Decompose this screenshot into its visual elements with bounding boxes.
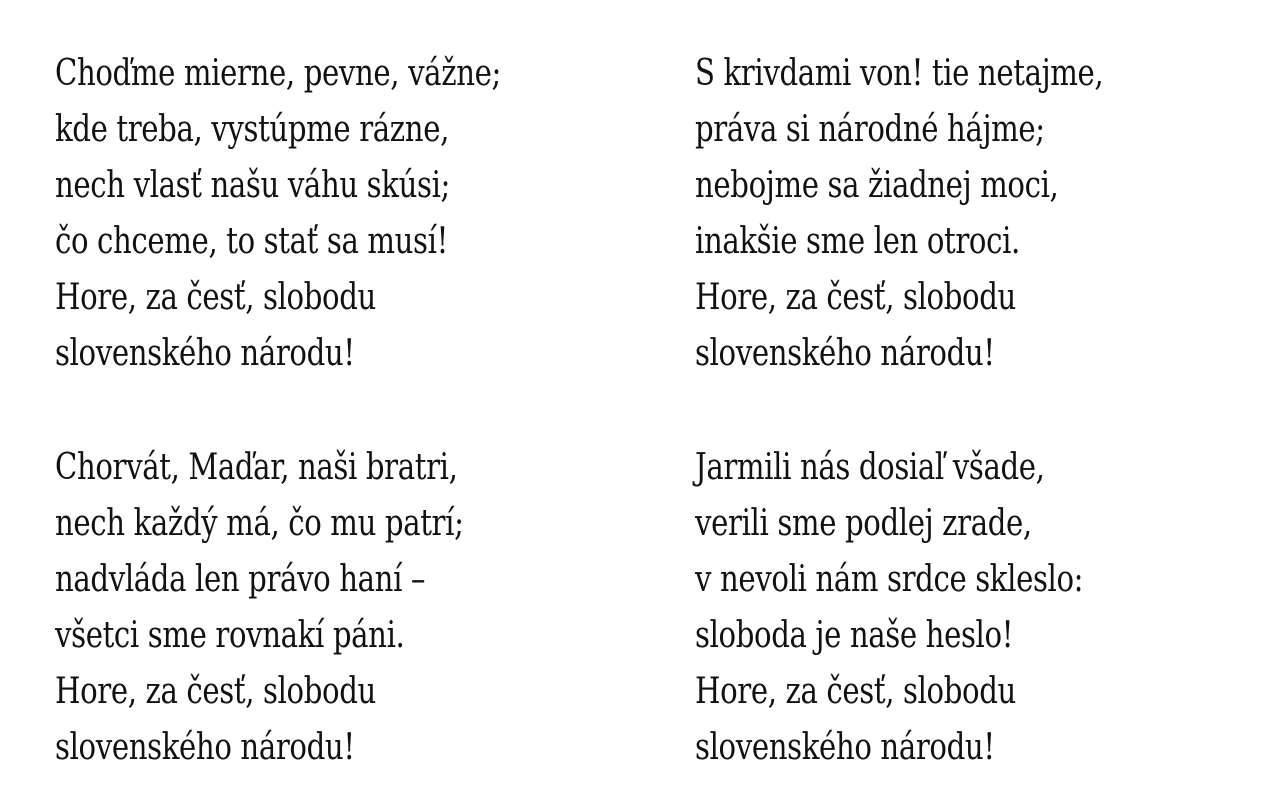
stanza-line: nech každý má, čo mu patrí; <box>55 503 464 544</box>
stanza-3 <box>55 440 695 776</box>
stanza-line: sloboda je naše heslo! <box>695 615 1014 656</box>
stanza-4 <box>695 440 1215 776</box>
stanza-line: verili sme podlej zrade, <box>695 503 1032 544</box>
refrain-line: Hore, za česť, slobodu <box>55 277 376 318</box>
refrain-line: Hore, za česť, slobodu <box>695 671 1016 712</box>
stanza-line: práva si národné hájme; <box>695 109 1045 150</box>
refrain-line: slovenského národu! <box>695 333 995 374</box>
poem <box>55 46 1235 776</box>
stanza-line: všetci sme rovnakí páni. <box>55 615 405 656</box>
stanza-line: Chorvát, Maďar, naši bratri, <box>55 447 458 488</box>
stanza-1 <box>55 46 695 382</box>
stanza-line: inakšie sme len otroci. <box>695 221 1020 262</box>
stanza-line: čo chceme, to stať sa musí! <box>55 221 448 262</box>
stanza-line: Choďme mierne, pevne, vážne; <box>55 53 501 94</box>
stanza-line: nadvláda len právo haní – <box>55 559 426 600</box>
refrain-line: Hore, za česť, slobodu <box>695 277 1016 318</box>
refrain-line: slovenského národu! <box>55 727 355 768</box>
stanza-2 <box>695 46 1215 382</box>
stanza-line: v nevoli nám srdce skleslo: <box>695 559 1084 600</box>
stanza-line: Jarmili nás dosiaľ všade, <box>695 447 1045 488</box>
refrain-line: Hore, za česť, slobodu <box>55 671 376 712</box>
refrain-line: slovenského národu! <box>55 333 355 374</box>
stanza-line: kde treba, vystúpme rázne, <box>55 109 449 150</box>
stanza-line: nech vlasť našu váhu skúsi; <box>55 165 451 206</box>
refrain-line: slovenského národu! <box>695 727 995 768</box>
stanza-line: nebojme sa žiadnej moci, <box>695 165 1059 206</box>
stanza-line: S krivdami von! tie netajme, <box>695 53 1104 94</box>
